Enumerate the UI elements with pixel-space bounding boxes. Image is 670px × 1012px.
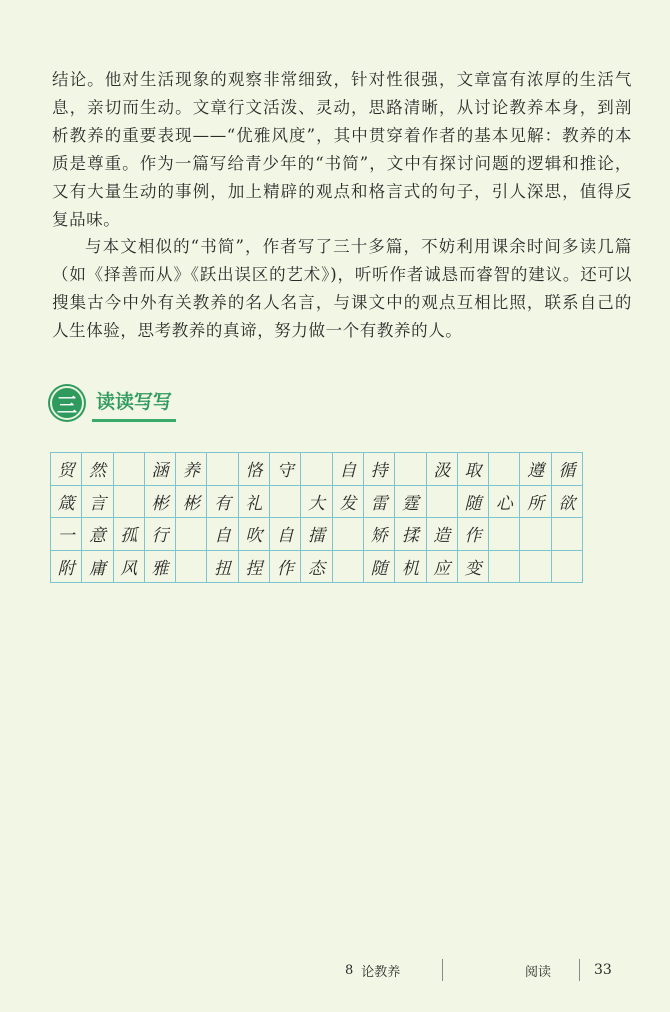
vocabulary-grid xyxy=(50,452,583,583)
grid-cell: 吹 xyxy=(238,518,269,551)
body-paragraph-1: 结论。他对生活现象的观察非常细致，针对性很强，文章富有浓厚的生活气息，亲切而生动。文章行文活泼、灵动，思路清晰，从讨论教养本身，到剖析教养的重要表现——“优雅风度”，其中贯穿着作者的基本见解：教养的本质是尊重。作为一篇写给青少年的“书简”，文中有探讨问题的逻辑和推论，又有大量生动的事例，加上精辟的观点和格言式的句子，引人深思，值得反复品味。 xyxy=(52,70,632,229)
grid-cell: 一 xyxy=(51,518,82,551)
grid-cell xyxy=(489,453,520,486)
lesson-number: 8 xyxy=(345,962,354,978)
grid-cell xyxy=(551,518,582,551)
grid-cell: 雅 xyxy=(144,550,175,583)
grid-cell: 贸 xyxy=(51,453,82,486)
grid-cell: 大 xyxy=(301,485,332,518)
grid-cell: 礼 xyxy=(238,485,269,518)
grid-cell: 行 xyxy=(144,518,175,551)
grid-cell: 应 xyxy=(426,550,457,583)
grid-cell: 持 xyxy=(363,453,394,486)
section-title: 读读写写 xyxy=(96,387,172,420)
grid-cell: 有 xyxy=(207,485,238,518)
footer-lesson xyxy=(345,958,443,982)
grid-cell: 箴 xyxy=(51,485,82,518)
grid-cell: 霆 xyxy=(395,485,426,518)
grid-cell: 取 xyxy=(457,453,488,486)
grid-cell: 心 xyxy=(489,485,520,518)
grid-cell xyxy=(332,518,363,551)
grid-cell: 态 xyxy=(301,550,332,583)
grid-row xyxy=(51,453,583,486)
grid-cell: 雷 xyxy=(363,485,394,518)
grid-cell: 擂 xyxy=(301,518,332,551)
section-header xyxy=(50,383,172,423)
grid-cell xyxy=(395,453,426,486)
lesson-title: 论教养 xyxy=(361,964,401,980)
grid-cell: 循 xyxy=(551,453,582,486)
grid-cell: 作 xyxy=(457,518,488,551)
page-number: 33 xyxy=(594,962,612,978)
grid-cell xyxy=(270,485,301,518)
grid-cell: 揉 xyxy=(395,518,426,551)
grid-row xyxy=(51,550,583,583)
grid-cell: 风 xyxy=(113,550,144,583)
grid-cell xyxy=(426,485,457,518)
grid-cell xyxy=(176,550,207,583)
grid-cell: 遵 xyxy=(520,453,551,486)
grid-cell: 养 xyxy=(176,453,207,486)
grid-cell: 附 xyxy=(51,550,82,583)
grid-cell: 恪 xyxy=(238,453,269,486)
grid-cell xyxy=(489,518,520,551)
grid-cell: 汲 xyxy=(426,453,457,486)
grid-cell: 然 xyxy=(82,453,113,486)
footer-divider xyxy=(442,959,443,981)
body-paragraph-2: 与本文相似的“书简”，作者写了三十多篇，不妨利用课余时间多读几篇（如《择善而从》《跃出误区的艺术》)，听听作者诚恳而睿智的建议。还可以搜集古今中外有关教养的名人名言，与课文中的观点互相比照，联系自己的人生体验，思考教养的真谛，努力做一个有教养的人。 xyxy=(52,237,632,340)
grid-cell: 造 xyxy=(426,518,457,551)
grid-cell: 捏 xyxy=(238,550,269,583)
grid-cell: 矫 xyxy=(363,518,394,551)
grid-cell: 彬 xyxy=(144,485,175,518)
grid-cell: 机 xyxy=(395,550,426,583)
grid-cell: 发 xyxy=(332,485,363,518)
grid-cell: 孤 xyxy=(113,518,144,551)
grid-cell: 所 xyxy=(520,485,551,518)
grid-cell: 守 xyxy=(270,453,301,486)
grid-cell: 彬 xyxy=(176,485,207,518)
grid-cell: 随 xyxy=(457,485,488,518)
grid-cell xyxy=(113,453,144,486)
unit-label: 阅读 xyxy=(525,964,552,980)
grid-cell: 涵 xyxy=(144,453,175,486)
grid-cell: 随 xyxy=(363,550,394,583)
grid-cell: 自 xyxy=(270,518,301,551)
grid-cell xyxy=(301,453,332,486)
grid-cell xyxy=(489,550,520,583)
grid-cell: 自 xyxy=(207,518,238,551)
grid-cell xyxy=(520,550,551,583)
grid-cell: 变 xyxy=(457,550,488,583)
section-number-badge: 三 xyxy=(50,386,84,420)
grid-cell: 意 xyxy=(82,518,113,551)
footer-divider xyxy=(579,959,580,981)
grid-cell: 作 xyxy=(270,550,301,583)
grid-cell: 扭 xyxy=(207,550,238,583)
grid-cell: 庸 xyxy=(82,550,113,583)
grid-row xyxy=(51,518,583,551)
grid-cell: 欲 xyxy=(551,485,582,518)
grid-cell xyxy=(207,453,238,486)
footer-page xyxy=(525,958,612,982)
grid-cell xyxy=(332,550,363,583)
grid-cell: 自 xyxy=(332,453,363,486)
grid-cell: 言 xyxy=(82,485,113,518)
grid-cell xyxy=(113,485,144,518)
grid-cell xyxy=(551,550,582,583)
grid-cell xyxy=(176,518,207,551)
grid-cell xyxy=(520,518,551,551)
grid-row xyxy=(51,485,583,518)
